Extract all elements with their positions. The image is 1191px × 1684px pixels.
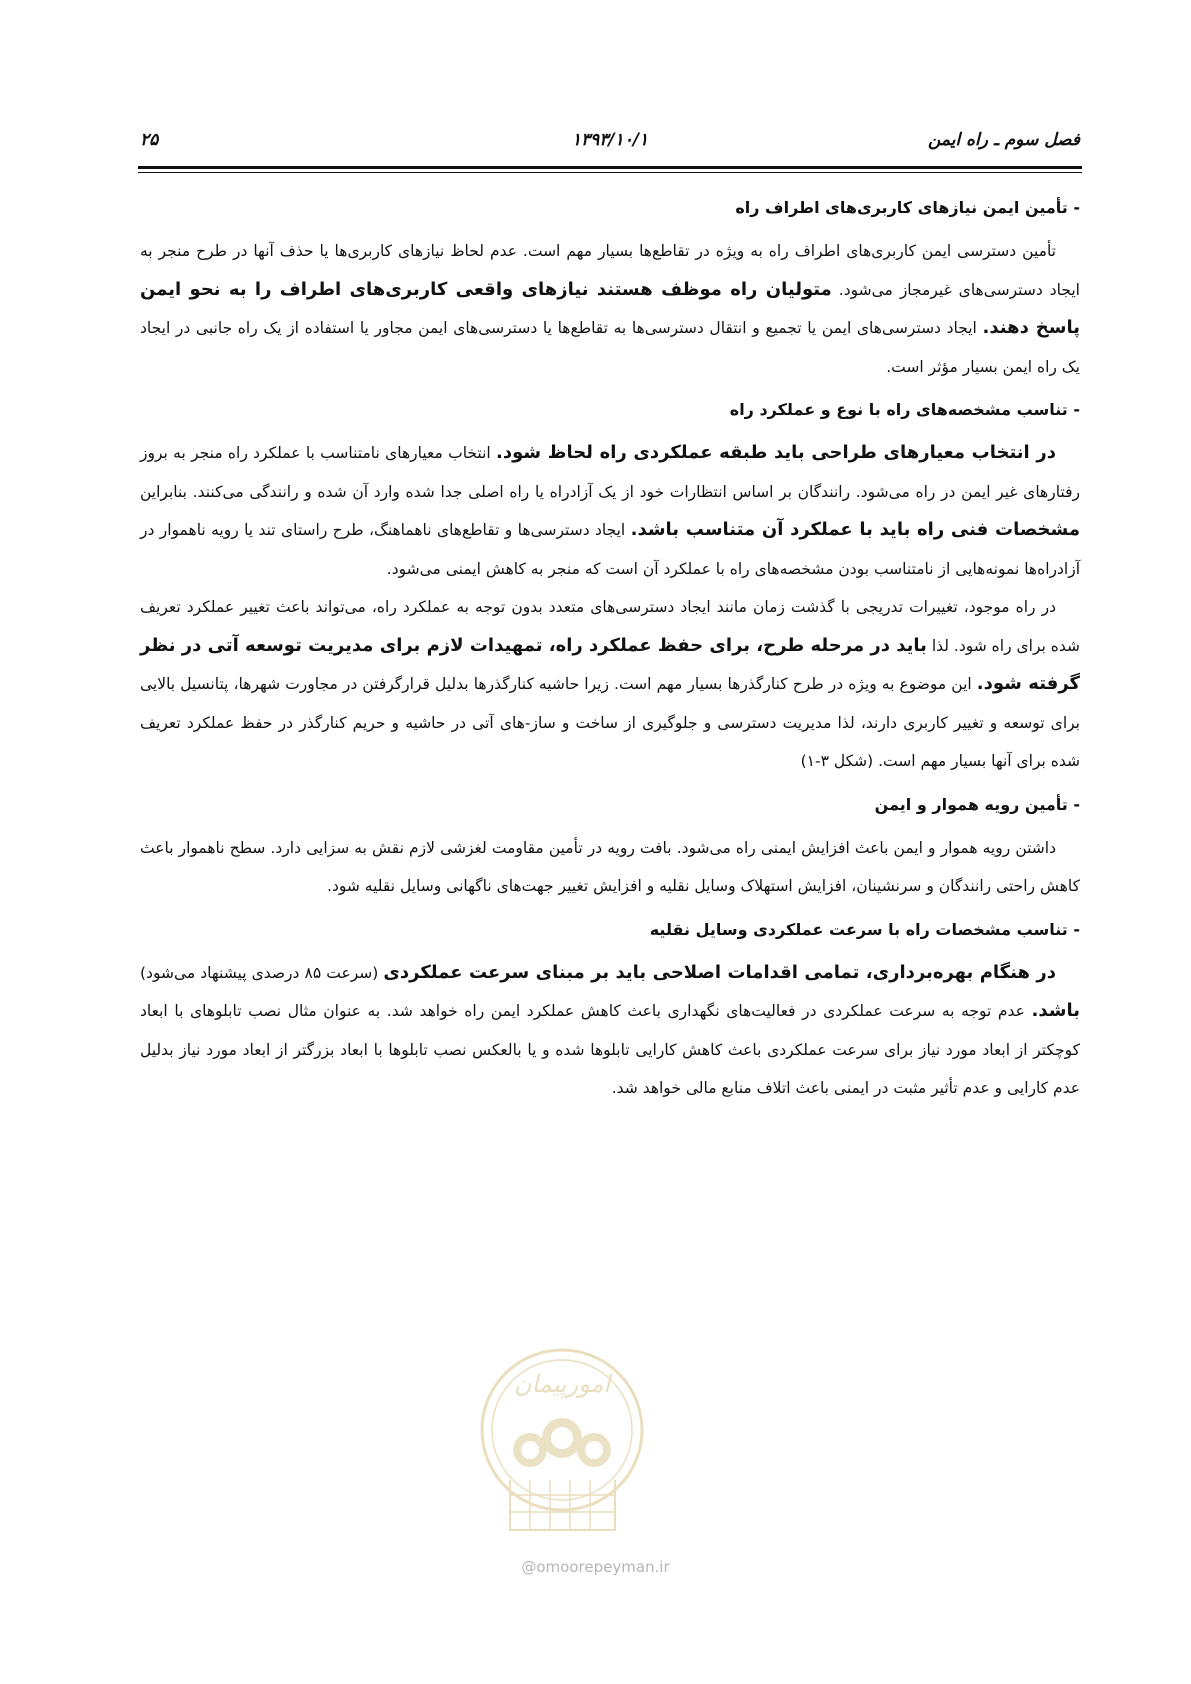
body-text [140, 184, 1080, 1108]
chapter-title: فصل سوم ـ راه ایمن [927, 130, 1080, 150]
seal-logo-text: امورپیمان [513, 1370, 611, 1398]
paragraph-text: ایجاد دسترسی‌ها و تقاطع‌های ناهماهنگ، طرح راستای تند یا رویه ناهموار در آزادراه‌ها نمونه‌هایی از نامتناسب بودن مشخصه‌های راه با عملکرد آن است که منجر به کاهش ایمنی می‌شود. [140, 521, 1080, 578]
emphasis-text: مشخصات فنی راه باید با عملکرد آن متناسب باشد. [630, 519, 1080, 540]
emphasis-text: در انتخاب معیارهای طراحی باید طبقه عملکردی راه لحاظ شود. [496, 442, 1056, 463]
paragraph [140, 829, 1080, 906]
emphasis-text: باشد. [1031, 1000, 1080, 1021]
emphasis-text: باید در مرحله طرح، برای حفظ عملکرد راه، تمهیدات لازم برای مدیریت توسعه آتی در نظر گرفته شود. [140, 634, 1080, 694]
paragraph-text: داشتن رویه هموار و ایمن باعث افزایش ایمنی راه می‌شود. بافت رویه در تأمین مقاومت لغزشی لازم نقش به سزایی دارد. سطح ناهموار باعث کاهش راحتی رانندگان و سرنشینان، افزایش استهلاک وسایل نقلیه و افزایش تغییر جهت‌های ناگهانی وسایل نقلیه شود. [140, 838, 1080, 895]
paragraph [140, 232, 1080, 386]
header-rule-thick [138, 166, 1082, 169]
paragraph-text: در راه موجود، تغییرات تدریجی با گذشت زمان مانند ایجاد دسترسی‌های متعدد بدون توجه به عملکرد راه، می‌تواند باعث تغییر عملکرد تعریف شده برای راه شود. لذا [140, 598, 1080, 655]
paragraph-text: ایجاد دسترسی‌های ایمن یا تجمیع و انتقال دسترسی‌ها به تقاطع‌ها یا دسترسی‌های ایمن مجاور یا استفاده از یک راه جانبی در ایجاد یک راه ایمن بسیار مؤثر است. [140, 319, 1080, 376]
paragraph [140, 954, 1080, 1108]
header-rule-thin [138, 172, 1082, 173]
paragraph-text: عدم توجه به سرعت عملکردی در فعالیت‌های نگهداری باعث کاهش عملکرد ایمن راه خواهد شد. به عنوان مثال نصب تابلوهای با ابعاد کوچکتر از ابعاد مورد نیاز برای سرعت عملکردی باعث کاهش کارایی تابلوها شده و یا بالعکس نصب تابلوها با ابعاد بزرگتر از ابعاد مورد نیاز بدلیل عدم کارایی و عدم تأثیر مثبت در ایمنی باعث اتلاف منابع مالی خواهد شد. [140, 1002, 1080, 1097]
paragraph-text: انتخاب معیارهای نامتناسب با عملکرد راه منجر به بروز رفتارهای غیر ایمن در راه می‌شود. رانندگان بر اساس انتظارات خود از یک آزادراه یا راه اصلی جدا شده وارد آن شده و رانندگی می‌کنند. بنابراین [140, 444, 1080, 501]
watermark-site-text: @omoorepeyman.ir [521, 1558, 670, 1576]
paragraph [140, 588, 1080, 781]
paragraph-text: (سرعت ۸۵ درصدی پیشنهاد می‌شود) [140, 963, 384, 982]
header-date: ۱۳۹۳/۱۰/۱ [571, 130, 649, 150]
page-number: ۲۵ [140, 130, 159, 150]
publisher-seal-logo [475, 1330, 650, 1550]
paragraph-text: تأمین دسترسی ایمن کاربری‌های اطراف راه به ویژه در تقاطع‌ها بسیار مهم است. عدم لحاظ نیازهای کاربری‌ها یا حذف آنها در طرح منجر به ایجاد دسترسی‌های غیرمجاز می‌شود. [140, 242, 1080, 299]
section-heading: - تأمین ایمن نیازهای کاربری‌های اطراف راه [735, 198, 1080, 217]
section-heading: - تناسب مشخصات راه با سرعت عملکردی وسایل نقلیه [649, 919, 1080, 939]
paragraph [140, 434, 1080, 588]
page-header [140, 126, 1080, 156]
emphasis-text: متولیان راه موظف هستند نیازهای واقعی کاربری‌های اطراف را به نحو ایمن پاسخ دهند. [140, 278, 1080, 338]
section-heading: - تناسب مشخصه‌های راه با نوع و عملکرد راه [729, 400, 1080, 419]
section-heading: - تأمین رویه هموار و ایمن [874, 794, 1080, 814]
emphasis-text: در هنگام بهره‌برداری، تمامی اقدامات اصلاحی باید بر مبنای سرعت عملکردی [383, 961, 1056, 983]
paragraph-text: این موضوع به ویژه در طرح کنارگذرها بسیار مهم است. زیرا حاشیه کنارگذرها بدلیل قرارگرفتن در مجاورت شهرها، پتانسیل بالایی برای توسعه و تغییر کاربری دارند، لذا مدیریت دسترسی و جلوگیری از ساخت و ساز-های آتی در حاشیه و حریم کنارگذر در حفظ عملکرد تعریف شده برای آنها بسیار مهم است. (شکل ۳-۱) [140, 675, 1080, 770]
